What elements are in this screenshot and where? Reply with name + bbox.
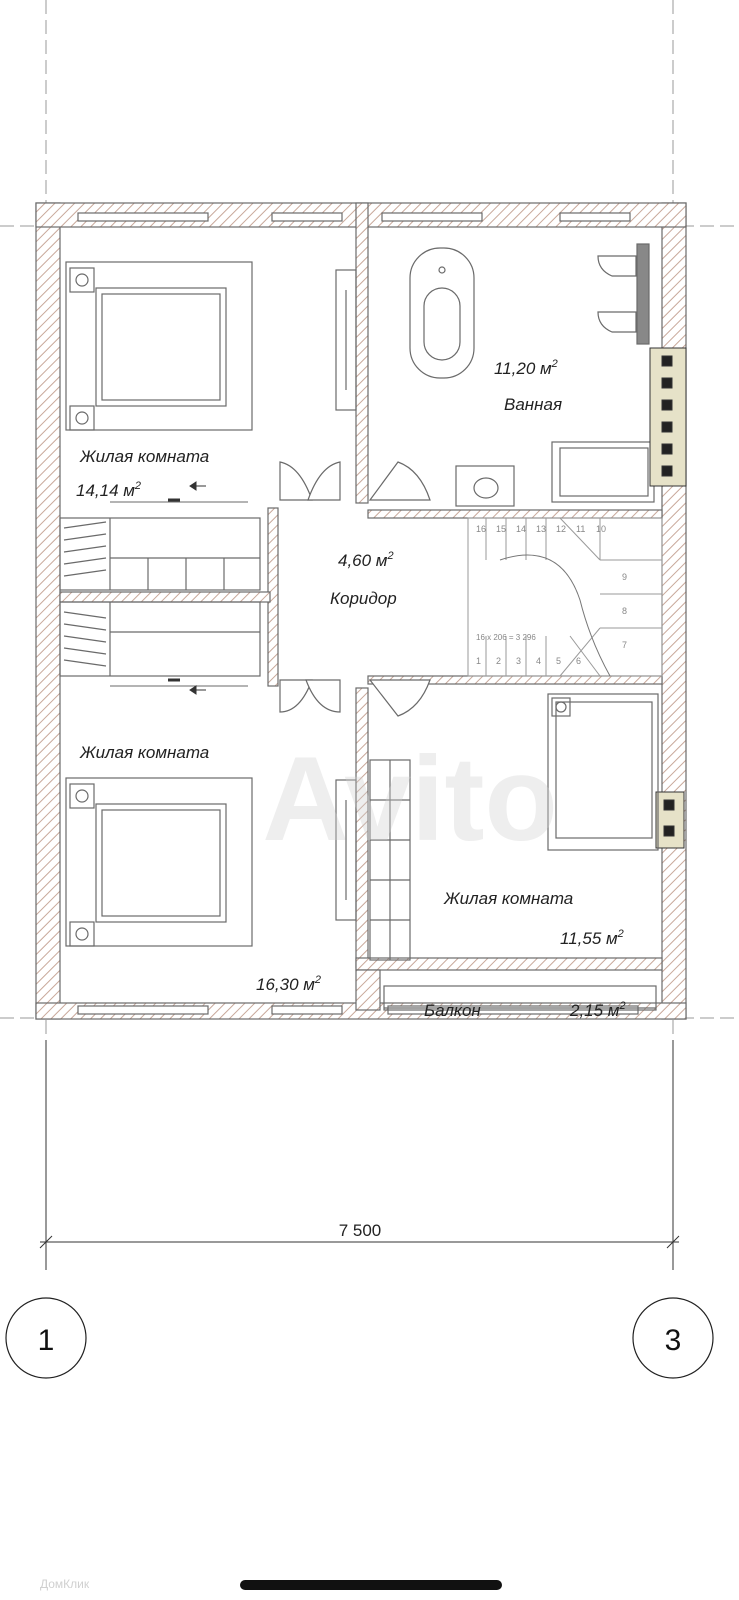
toilets bbox=[598, 244, 649, 344]
stair-step-number: 8 bbox=[622, 606, 628, 616]
sink bbox=[456, 466, 514, 506]
stair-step-number: 9 bbox=[622, 572, 628, 582]
room-area-living-bottom: 16,30 $м^2$ bbox=[256, 974, 322, 994]
staircase bbox=[468, 518, 662, 676]
stair-numbers-bottom bbox=[476, 656, 581, 666]
bathtub bbox=[410, 248, 474, 378]
axis-marker-1 bbox=[6, 1298, 86, 1378]
stair-step-number: 4 bbox=[536, 656, 542, 666]
stair-note: 16 x 206 = 3 296 bbox=[476, 633, 536, 642]
room-area-corridor: 4,60 $м^2$ bbox=[338, 550, 394, 570]
stair-numbers-top bbox=[476, 524, 606, 534]
stair-step-number: 10 bbox=[596, 524, 607, 534]
bed-bottom bbox=[66, 778, 252, 946]
room-area-living-right: 11,55 $м^2$ bbox=[560, 928, 624, 948]
home-indicator[interactable] bbox=[240, 1580, 502, 1590]
room-area-bath: 11,20 $м^2$ bbox=[494, 358, 558, 378]
stair-step-number: 1 bbox=[476, 656, 482, 666]
stair-step-number: 5 bbox=[556, 656, 562, 666]
shower bbox=[552, 442, 654, 502]
sliding-door-arrows bbox=[168, 482, 206, 694]
watermark: Avito bbox=[262, 732, 558, 866]
room-area-balcony: 2,15 $м^2$ bbox=[570, 1000, 626, 1020]
bed-top bbox=[66, 262, 252, 430]
room-name-living-right: Жилая комната bbox=[444, 889, 574, 908]
stair-step-number: 2 bbox=[496, 656, 502, 666]
stair-step-number: 14 bbox=[516, 524, 527, 534]
stair-step-number: 6 bbox=[576, 656, 582, 666]
room-name-bath: Ванная bbox=[504, 395, 563, 414]
dimension-value: 7 500 bbox=[338, 1221, 382, 1240]
stair-step-number: 12 bbox=[556, 524, 567, 534]
room-name-corridor: Коридор bbox=[330, 589, 397, 608]
stair-step-number: 15 bbox=[496, 524, 507, 534]
axis-label-1: 1 bbox=[37, 1324, 55, 1357]
axis-label-3: 3 bbox=[664, 1324, 682, 1357]
footer-logo: ДомКлик bbox=[40, 1577, 90, 1591]
wardrobe-top bbox=[336, 270, 356, 410]
axis-marker-3 bbox=[633, 1298, 713, 1378]
stair-step-number: 7 bbox=[622, 640, 628, 650]
stair-step-number: 16 bbox=[476, 524, 487, 534]
room-name-living-bottom: Жилая комната bbox=[80, 743, 210, 762]
room-name-balcony: Балкон bbox=[424, 1001, 481, 1020]
room-area-living-top: 14,14 $м^2$ bbox=[76, 480, 142, 500]
stair-numbers-right bbox=[622, 572, 627, 650]
stair-step-number: 11 bbox=[576, 524, 586, 534]
stair-step-number: 3 bbox=[516, 656, 522, 666]
stair-step-number: 13 bbox=[536, 524, 547, 534]
room-name-living-top: Жилая комната bbox=[80, 447, 210, 466]
bed-right bbox=[548, 694, 658, 850]
